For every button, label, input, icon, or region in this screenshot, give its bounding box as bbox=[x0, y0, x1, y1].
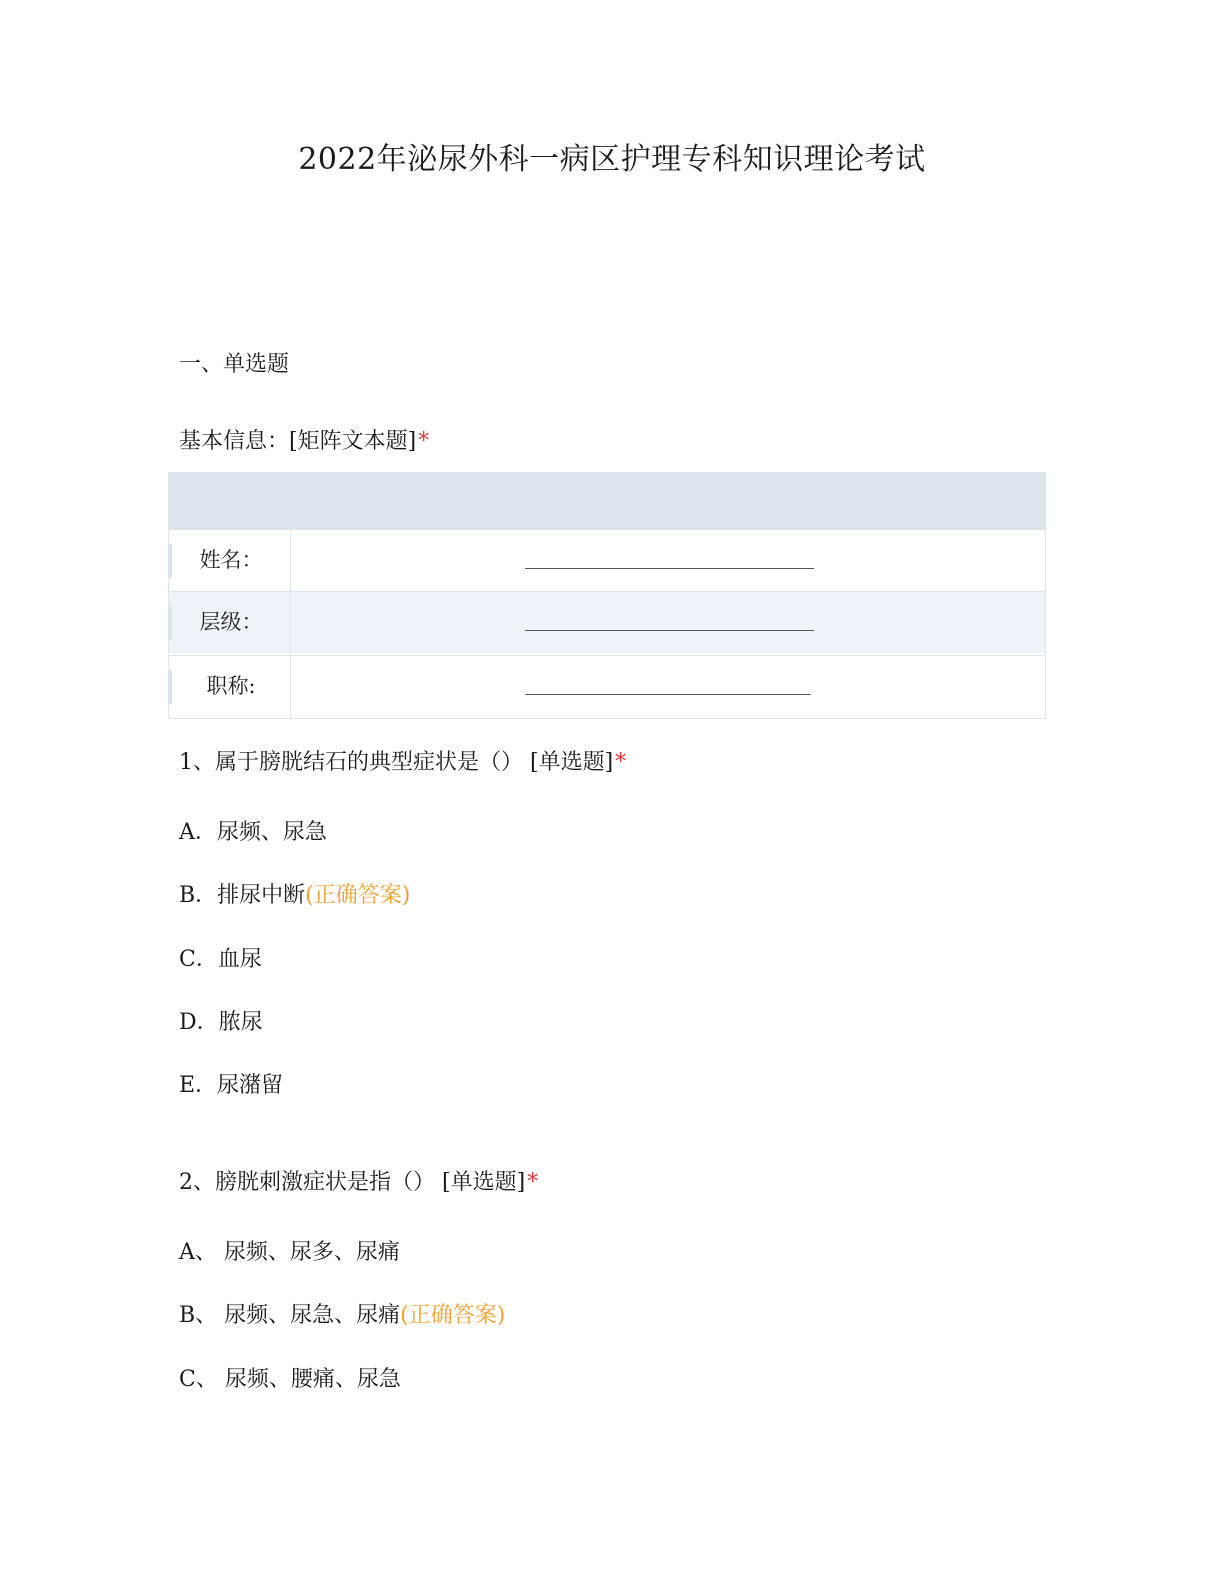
matrix-row-name bbox=[169, 529, 1045, 591]
name-input-blank[interactable] bbox=[525, 568, 814, 569]
option-text: C．血尿 bbox=[179, 947, 262, 972]
option-text: B、 尿频、尿急、尿痛 bbox=[179, 1303, 401, 1328]
question-1-option-c[interactable] bbox=[179, 942, 262, 973]
correct-answer-note: (正确答案) bbox=[400, 1303, 506, 1328]
required-mark: * bbox=[615, 750, 627, 775]
option-text: E．尿潴留 bbox=[179, 1073, 284, 1098]
question-1-option-a[interactable] bbox=[179, 815, 327, 846]
question-2-option-c[interactable] bbox=[179, 1362, 401, 1393]
correct-answer-note: (正确答案) bbox=[305, 883, 411, 908]
question-2-option-b[interactable] bbox=[179, 1298, 505, 1329]
section-heading: 一、单选题 bbox=[179, 352, 290, 377]
required-mark: * bbox=[527, 1170, 539, 1195]
matrix-row-label: 职称: bbox=[169, 670, 290, 704]
matrix-row-title bbox=[169, 655, 1045, 718]
matrix-row-level bbox=[169, 591, 1045, 653]
page-title: 2022年泌尿外科一病区护理专科知识理论考试 bbox=[298, 142, 926, 177]
option-text: C、 尿频、腰痛、尿急 bbox=[179, 1367, 401, 1392]
question-stem-text: 1、属于膀胱结石的典型症状是（） [单选题] bbox=[179, 750, 614, 775]
question-1-stem bbox=[179, 745, 626, 776]
matrix-question bbox=[179, 424, 429, 455]
question-1-option-d[interactable] bbox=[179, 1005, 263, 1036]
level-input-blank[interactable] bbox=[525, 630, 814, 631]
question-1-option-b[interactable] bbox=[179, 878, 410, 909]
option-text: B．排尿中断 bbox=[179, 883, 306, 908]
matrix-column-divider bbox=[290, 473, 291, 718]
question-2-stem bbox=[179, 1165, 538, 1196]
option-text: A．尿频、尿急 bbox=[179, 820, 327, 845]
title-input-blank[interactable] bbox=[525, 694, 811, 695]
option-text: A、 尿频、尿多、尿痛 bbox=[179, 1240, 400, 1265]
matrix-row-label: 姓名： bbox=[169, 544, 290, 578]
option-text: D．脓尿 bbox=[179, 1010, 263, 1035]
matrix-row-label: 层级： bbox=[169, 606, 290, 640]
question-2-option-a[interactable] bbox=[179, 1235, 400, 1266]
info-matrix-table bbox=[168, 472, 1046, 719]
matrix-question-label: 基本信息：[矩阵文本题] bbox=[179, 429, 417, 454]
question-1-option-e[interactable] bbox=[179, 1068, 283, 1099]
required-mark: * bbox=[418, 429, 430, 454]
question-stem-text: 2、膀胱刺激症状是指（） [单选题] bbox=[179, 1170, 526, 1195]
matrix-header-row bbox=[169, 473, 1045, 529]
